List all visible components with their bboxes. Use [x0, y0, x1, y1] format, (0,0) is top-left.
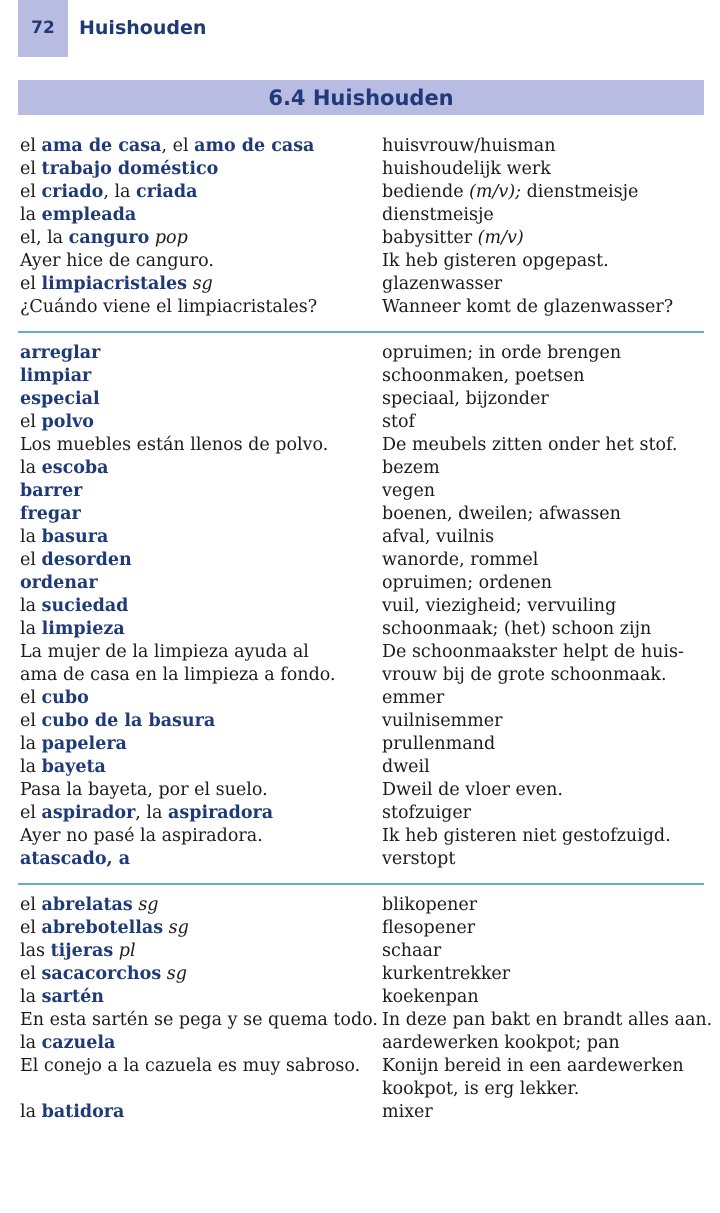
- spanish-term: [20, 365, 382, 388]
- headword: escoba: [41, 458, 109, 478]
- dutch-translation: [382, 940, 704, 963]
- text-segment: Pasa la bayeta, por el suelo.: [20, 780, 268, 800]
- headword: abrebotellas: [41, 918, 164, 938]
- text-segment: dweil: [382, 757, 430, 777]
- vocab-row: [20, 342, 704, 365]
- page-number: 72: [18, 0, 68, 57]
- text-segment: In deze pan bakt en brandt alles aan.: [382, 1010, 713, 1030]
- text-segment: schaar: [382, 941, 442, 961]
- dutch-translation: [382, 779, 704, 802]
- dutch-translation: [382, 963, 704, 986]
- vocab-block-kitchen-utensils: [20, 894, 713, 1124]
- dutch-translation: [382, 273, 704, 296]
- grammar-note: (m/v): [477, 228, 524, 248]
- text-segment: el: [20, 412, 42, 432]
- text-segment: ¿Cuándo viene el limpiacristales?: [20, 297, 318, 317]
- dutch-translation: [382, 457, 704, 480]
- text-segment: Konijn bereid in een aardewerken: [382, 1056, 684, 1076]
- dutch-translation: [382, 411, 704, 434]
- section-heading-bar: [18, 80, 704, 115]
- vocab-block-cleaning: [20, 342, 704, 871]
- text-segment: el: [20, 136, 42, 156]
- headword: batidora: [41, 1102, 125, 1122]
- text-segment: speciaal, bijzonder: [382, 389, 549, 409]
- dutch-translation: [382, 158, 704, 181]
- text-segment: el: [20, 711, 42, 731]
- dutch-translation: [382, 641, 704, 664]
- dutch-translation: [382, 917, 704, 940]
- text-segment: Ayer no pasé la aspiradora.: [20, 826, 263, 846]
- text-segment: El conejo a la cazuela es muy sabroso.: [20, 1056, 361, 1076]
- text-segment: el: [20, 688, 42, 708]
- vocab-row: [20, 963, 704, 986]
- spanish-term: [20, 664, 382, 687]
- dutch-translation: [382, 549, 704, 572]
- text-segment: vuil, viezigheid; vervuiling: [382, 596, 617, 616]
- vocab-row: [20, 1101, 704, 1124]
- text-segment: las: [20, 941, 51, 961]
- text-segment: De meubels zitten onder het stof.: [382, 435, 678, 455]
- text-segment: bediende: [382, 182, 470, 202]
- headword: abrelatas: [41, 895, 133, 915]
- text-segment: flesopener: [382, 918, 476, 938]
- spanish-term: [20, 227, 382, 250]
- vocab-row: [20, 1055, 704, 1078]
- spanish-term: [20, 618, 382, 641]
- vocab-row: [20, 250, 704, 273]
- vocab-row: [20, 549, 704, 572]
- vocab-row: [20, 917, 704, 940]
- text-segment: el: [20, 274, 42, 294]
- text-segment: opruimen; in orde brengen: [382, 343, 622, 363]
- vocab-row: [20, 480, 704, 503]
- spanish-term: [20, 411, 382, 434]
- vocab-row: [20, 1032, 704, 1055]
- headword: limpieza: [41, 619, 125, 639]
- spanish-term: [20, 733, 382, 756]
- text-segment: dienstmeisje: [382, 205, 494, 225]
- vocab-row: [20, 181, 704, 204]
- spanish-term: [20, 434, 382, 457]
- text-segment: , el: [161, 136, 195, 156]
- headword: polvo: [41, 412, 94, 432]
- headword: sartén: [41, 987, 104, 1007]
- dutch-translation: [382, 1055, 704, 1078]
- spanish-term: [20, 1055, 382, 1078]
- spanish-term: [20, 687, 382, 710]
- spanish-term: [20, 1078, 382, 1101]
- dutch-translation: [382, 503, 704, 526]
- grammar-note: pop: [154, 228, 188, 248]
- text-segment: Dweil de vloer even.: [382, 780, 563, 800]
- spanish-term: [20, 848, 382, 871]
- dutch-translation: [382, 687, 704, 710]
- text-segment: el: [20, 964, 42, 984]
- headword: ama de casa: [41, 136, 162, 156]
- text-segment: la: [20, 757, 42, 777]
- headword: aspiradora: [168, 803, 274, 823]
- vocab-row: [20, 595, 704, 618]
- vocab-row: [20, 710, 704, 733]
- vocab-row: [20, 756, 704, 779]
- text-segment: Los muebles están llenos de polvo.: [20, 435, 329, 455]
- spanish-term: [20, 250, 382, 273]
- headword: cazuela: [41, 1033, 116, 1053]
- vocab-row: [20, 503, 704, 526]
- text-segment: , la: [103, 182, 137, 202]
- dutch-translation: [382, 572, 704, 595]
- text-segment: Ayer hice de canguro.: [20, 251, 214, 271]
- text-segment: Wanneer komt de glazenwasser?: [382, 297, 674, 317]
- vocab-row: [20, 940, 704, 963]
- vocab-row: [20, 227, 704, 250]
- dutch-translation: [382, 802, 704, 825]
- dutch-translation: [382, 894, 704, 917]
- dutch-translation: [382, 434, 704, 457]
- dutch-translation: [382, 733, 704, 756]
- vocab-row: [20, 779, 704, 802]
- headword: especial: [20, 389, 100, 409]
- headword: fregar: [20, 504, 81, 524]
- vocab-row: [20, 388, 704, 411]
- dutch-translation: [382, 986, 704, 1009]
- spanish-term: [20, 388, 382, 411]
- vocab-row: [20, 848, 704, 871]
- spanish-term: [20, 940, 382, 963]
- text-segment: el: [20, 182, 42, 202]
- grammar-note: (m/v);: [469, 182, 522, 202]
- headword: arreglar: [20, 343, 101, 363]
- headword: empleada: [41, 205, 137, 225]
- vocab-row: [20, 457, 704, 480]
- dutch-translation: [382, 1032, 704, 1055]
- headword: aspirador: [41, 803, 136, 823]
- dutch-translation: [382, 1078, 704, 1101]
- spanish-term: [20, 802, 382, 825]
- spanish-term: [20, 296, 382, 319]
- headword: papelera: [41, 734, 127, 754]
- grammar-note: sg: [168, 918, 189, 938]
- vocab-block-household-staff: [20, 135, 704, 319]
- text-segment: wanorde, rommel: [382, 550, 539, 570]
- headword: atascado, a: [20, 849, 131, 869]
- dutch-translation: [382, 1009, 712, 1032]
- text-segment: la: [20, 596, 42, 616]
- vocab-row: [20, 618, 704, 641]
- text-segment: aardewerken kookpot; pan: [382, 1033, 620, 1053]
- dutch-translation: [382, 342, 704, 365]
- vocab-row: [20, 986, 704, 1009]
- headword: amo de casa: [194, 136, 315, 156]
- spanish-term: [20, 779, 382, 802]
- spanish-term: [20, 1009, 382, 1032]
- spanish-term: [20, 825, 382, 848]
- text-segment: emmer: [382, 688, 445, 708]
- headword: bayeta: [41, 757, 106, 777]
- text-segment: De schoonmaakster helpt de huis-: [382, 642, 684, 662]
- vocab-row: [20, 296, 704, 319]
- headword: tijeras: [50, 941, 114, 961]
- text-segment: verstopt: [382, 849, 456, 869]
- vocab-row: [20, 158, 704, 181]
- dutch-translation: [382, 181, 704, 204]
- spanish-term: [20, 894, 382, 917]
- text-segment: blikopener: [382, 895, 478, 915]
- spanish-term: [20, 756, 382, 779]
- text-segment: la: [20, 734, 42, 754]
- dutch-translation: [382, 1101, 704, 1124]
- text-segment: el: [20, 159, 42, 179]
- headword: suciedad: [41, 596, 129, 616]
- text-segment: la: [20, 458, 42, 478]
- text-segment: el, la: [20, 228, 69, 248]
- headword: ordenar: [20, 573, 98, 593]
- spanish-term: [20, 595, 382, 618]
- text-segment: la: [20, 987, 42, 1007]
- vocab-row: [20, 572, 704, 595]
- text-segment: bezem: [382, 458, 440, 478]
- grammar-note: sg: [138, 895, 159, 915]
- headword: desorden: [41, 550, 132, 570]
- grammar-note: pl: [118, 941, 136, 961]
- text-segment: stofzuiger: [382, 803, 472, 823]
- text-segment: la: [20, 1033, 42, 1053]
- spanish-term: [20, 710, 382, 733]
- dutch-translation: [382, 250, 704, 273]
- section-divider: [18, 883, 704, 885]
- text-segment: Ik heb gisteren niet gestofzuigd.: [382, 826, 671, 846]
- headword: barrer: [20, 481, 83, 501]
- headword: limpiacristales: [41, 274, 187, 294]
- dutch-translation: [382, 526, 704, 549]
- text-segment: schoonmaak; (het) schoon zijn: [382, 619, 652, 639]
- spanish-term: [20, 641, 382, 664]
- text-segment: prullenmand: [382, 734, 496, 754]
- spanish-term: [20, 963, 382, 986]
- vocab-row: [20, 411, 704, 434]
- headword: cubo: [41, 688, 89, 708]
- text-segment: glazenwasser: [382, 274, 503, 294]
- vocab-row: [20, 204, 704, 227]
- spanish-term: [20, 158, 382, 181]
- text-segment: el: [20, 918, 42, 938]
- dutch-translation: [382, 848, 704, 871]
- spanish-term: [20, 181, 382, 204]
- headword: criado: [41, 182, 104, 202]
- spanish-term: [20, 986, 382, 1009]
- vocab-row: [20, 273, 704, 296]
- dutch-translation: [382, 227, 704, 250]
- dutch-translation: [382, 710, 704, 733]
- spanish-term: [20, 917, 382, 940]
- dutch-translation: [382, 365, 704, 388]
- section-divider: [18, 331, 704, 333]
- grammar-note: sg: [166, 964, 187, 984]
- dutch-translation: [382, 664, 704, 687]
- dutch-translation: [382, 135, 704, 158]
- headword: sacacorchos: [41, 964, 162, 984]
- vocab-row: [20, 135, 704, 158]
- vocab-row: [20, 733, 704, 756]
- spanish-term: [20, 204, 382, 227]
- text-segment: boenen, dweilen; afwassen: [382, 504, 621, 524]
- spanish-term: [20, 503, 382, 526]
- running-title: Huishouden: [79, 17, 207, 39]
- vocab-row: [20, 664, 704, 687]
- vocab-row: [20, 641, 704, 664]
- vocab-row: [20, 894, 704, 917]
- text-segment: mixer: [382, 1102, 433, 1122]
- text-segment: ama de casa en la limpieza a fondo.: [20, 665, 336, 685]
- dutch-translation: [382, 388, 704, 411]
- spanish-term: [20, 480, 382, 503]
- spanish-term: [20, 572, 382, 595]
- headword: cubo de la basura: [41, 711, 216, 731]
- text-segment: la: [20, 619, 42, 639]
- section-title: 6.4 Huishouden: [268, 85, 454, 110]
- text-segment: vrouw bij de grote schoonmaak.: [382, 665, 667, 685]
- headword: trabajo doméstico: [41, 159, 219, 179]
- spanish-term: [20, 549, 382, 572]
- text-segment: kookpot, is erg lekker.: [382, 1079, 580, 1099]
- text-segment: dienstmeisje: [521, 182, 639, 202]
- text-segment: kurkentrekker: [382, 964, 511, 984]
- text-segment: En esta sartén se pega y se quema todo.: [20, 1010, 378, 1030]
- dutch-translation: [382, 296, 704, 319]
- text-segment: Ik heb gisteren opgepast.: [382, 251, 609, 271]
- dutch-translation: [382, 618, 704, 641]
- headword: basura: [41, 527, 109, 547]
- text-segment: el: [20, 895, 42, 915]
- vocab-row: [20, 1009, 713, 1032]
- text-segment: La mujer de la limpieza ayuda al: [20, 642, 309, 662]
- spanish-term: [20, 135, 382, 158]
- text-segment: stof: [382, 412, 416, 432]
- text-segment: babysitter: [382, 228, 478, 248]
- text-segment: schoonmaken, poetsen: [382, 366, 585, 386]
- vocab-row: [20, 1078, 704, 1101]
- dutch-translation: [382, 825, 704, 848]
- spanish-term: [20, 1101, 382, 1124]
- text-segment: , la: [135, 803, 169, 823]
- dutch-translation: [382, 480, 704, 503]
- dutch-translation: [382, 756, 704, 779]
- grammar-note: sg: [192, 274, 213, 294]
- dutch-translation: [382, 204, 704, 227]
- headword: criada: [136, 182, 198, 202]
- vocab-row: [20, 365, 704, 388]
- spanish-term: [20, 273, 382, 296]
- text-segment: vegen: [382, 481, 436, 501]
- text-segment: la: [20, 527, 42, 547]
- text-segment: el: [20, 550, 42, 570]
- text-segment: huisvrouw/huisman: [382, 136, 556, 156]
- text-segment: huishoudelijk werk: [382, 159, 551, 179]
- text-segment: la: [20, 205, 42, 225]
- vocab-row: [20, 825, 704, 848]
- headword: limpiar: [20, 366, 92, 386]
- text-segment: el: [20, 803, 42, 823]
- headword: canguro: [68, 228, 150, 248]
- spanish-term: [20, 526, 382, 549]
- spanish-term: [20, 342, 382, 365]
- text-segment: la: [20, 1102, 42, 1122]
- vocab-row: [20, 526, 704, 549]
- text-segment: vuilnisemmer: [382, 711, 503, 731]
- text-segment: opruimen; ordenen: [382, 573, 553, 593]
- dutch-translation: [382, 595, 704, 618]
- vocab-row: [20, 434, 704, 457]
- vocab-row: [20, 802, 704, 825]
- text-segment: afval, vuilnis: [382, 527, 495, 547]
- text-segment: koekenpan: [382, 987, 479, 1007]
- spanish-term: [20, 457, 382, 480]
- vocab-row: [20, 687, 704, 710]
- spanish-term: [20, 1032, 382, 1055]
